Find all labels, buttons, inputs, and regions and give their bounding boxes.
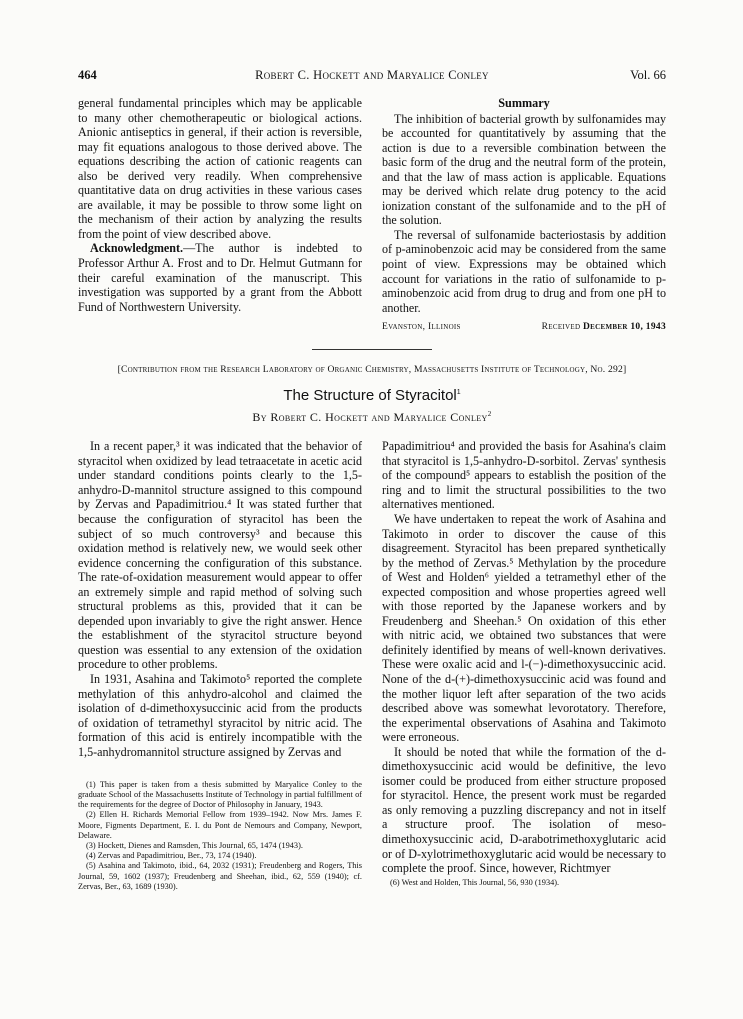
place: Evanston, Illinois <box>382 322 461 333</box>
summary-paragraph-2: The reversal of sulfonamide bacteriostasis by addition of p-aminobenzoic acid may be considered from the same point of view. Expressions may be obtained which account for variations in the ratio of sulfonamide to p-aminobenzoic acid from drug to drug and from one pH to another. <box>382 227 666 315</box>
body-paragraph-4: We have undertaken to repeat the work of Asahina and Takimoto in order to discover the cause of this disagreement. Styracitol has been prepared synthetically by the method of Zervas.⁵ Methylation by the procedure of West and Holden⁶ yielded a tetramethyl ether of the expected composition and whose properties agreed well with those reported by the Japanese workers and by Freudenberg and Sheehan.⁵ On oxidation of this ether with nitric acid, we obtained two substances that were definitely identified by means of well-known derivatives. These were oxalic acid and l-(−)-dimethoxysuccinic acid. None of the d-(+)-dimethoxysuccinic acid was found and the mother liquor left after separation of the two acids described above was somewhat levorotatory. Therefore, the experimental observations of Asahina and Takimoto were erroneous. <box>382 511 666 745</box>
summary-heading: Summary <box>498 96 550 110</box>
body-right-column <box>382 439 666 892</box>
acknowledgment-label: Acknowledgment. <box>90 241 184 256</box>
running-head <box>78 68 666 86</box>
body-paragraph-3: Papadimitriou⁴ and provided the basis for Asahina's claim that styracitol is 1,5-anhydro-D-sorbitol. Zervas' synthesis of the compound⁵ appears to establish the position of the ring and to limit the structural possibilities to the two alternatives mentioned. <box>382 439 666 512</box>
article-body <box>78 439 666 892</box>
byline-text: By Robert C. Hockett and Maryalice Conley <box>252 410 488 425</box>
body-paragraph-2: In 1931, Asahina and Takimoto⁵ reported the complete methylation of this anhydro-alcohol and claimed the isolation of d-dimethoxysuccinic acid from the products of oxidation of tetramethyl styracitol by nitric acid. The formation of this acid is entirely incompatible with the 1,5-anhydromannitol structure assigned by Zervas and <box>78 672 362 759</box>
prev-right-column <box>382 96 666 335</box>
previous-article-end <box>78 96 666 335</box>
body-paragraph-1: In a recent paper,³ it was indicated that the behavior of styracitol when oxidized by lead tetraacetate in acetic acid under standard conditions points clearly to the 1,5-anhydro-D-mannitol structure assigned to this compound by Zervas and Papadimitriou.⁴ It was stated further that because the configuration of styracitol has been the subject of so much controversy³ and because this oxidation method is relatively new, we would seek other evidence concerning the configuration of this substance. The rate-of-oxidation measurement would appear to offer an extremely simple and rapid method of solving such structural problems as this, provided that it can be depended upon invariably to give the right answer. Hence the establishment of the styracitol structure beyond question was essential to any extension of the oxidation procedure to other problems. <box>78 439 362 672</box>
received-date: December 10, 1943 <box>583 322 666 333</box>
footnote-1: (1) This paper is taken from a thesis submitted by Maryalice Conley to the graduate School of the Massachusetts Institute of Technology in partial fulfillment of the requirements for the degree of Doctor of Philosophy in January, 1943. <box>78 779 362 810</box>
summary-paragraph-1: The inhibition of bacterial growth by sulfonamides may be accounted for quantitatively by assuming that the action is due to a reversible combination between the basic form of the drug and the neutral form of the protein, and that the law of mass action is applicable. Equations may be derived which relate drug potency to the acid ionization constant of the sulfonamide and to the pH of the solution. <box>382 111 666 228</box>
acknowledgment <box>78 241 362 314</box>
acknowledgment-text: —The author is indebted to Professor Arthur A. Frost and to Dr. Helmut Gutmann for their careful examination of the manuscript. This investigation was supported by a grant from the Abbott Fund of Northwestern University. <box>78 241 362 314</box>
received-label: Received <box>541 322 584 333</box>
running-head-authors: Robert C. Hockett and Maryalice Conley <box>255 68 489 82</box>
contribution-line: [Contribution from the Research Laboratory of Organic Chemistry, Massachusetts Institute of Technology, No. 292] <box>117 363 627 375</box>
byline <box>78 410 666 425</box>
received <box>542 320 666 335</box>
body-left-column <box>78 439 362 892</box>
footnotes <box>78 780 362 892</box>
received-line <box>382 320 666 335</box>
section-divider <box>312 349 432 350</box>
footnote-2: (2) Ellen H. Richards Memorial Fellow from 1939–1942. Now Mrs. James F. Moore, Figments Department, E. I. du Pont de Nemours and Company, Newport, Delaware. <box>78 810 362 840</box>
volume-label: Vol. 66 <box>630 68 666 82</box>
footnote-rule <box>78 760 362 770</box>
page-number: 464 <box>78 68 97 82</box>
article-title-text: The Structure of Styracitol <box>283 387 457 405</box>
journal-page <box>78 68 666 892</box>
title-footnote-mark: 1 <box>456 389 461 397</box>
body-paragraph-5: It should be noted that while the formation of the d-dimethoxysuccinic acid would be definitive, the levo isomer could be produced from either structure proposed for styracitol. Hence, the present work must be regarded as only removing a puzzling discrepancy and not in itself a structure proof. The isolation of meso-dimethoxysuccinic acid, D-arabotrimethoxyglutaric acid or of D-xylotrimethoxyglutaric acid would be necessary to complete the proof. Since, however, Richtmyer <box>382 744 666 876</box>
footnote-3: (3) Hockett, Dienes and Ramsden, This Journal, 65, 1474 (1943). <box>86 841 303 851</box>
footnote-4: (4) Zervas and Papadimitriou, Ber., 73, 174 (1940). <box>86 851 257 861</box>
footnote-6: (6) West and Holden, This Journal, 56, 930 (1934). <box>390 877 560 887</box>
prev-left-column <box>78 96 362 335</box>
article-title <box>78 387 666 404</box>
footnote-5: (5) Asahina and Takimoto, ibid., 64, 2032 (1931); Freudenberg and Rogers, This Journal, 59, 1602 (1937); Freudenberg and Sheehan, ibid., 62, 559 (1940); cf. Zervas, Ber., 63, 1689 (1930). <box>78 861 362 891</box>
prev-paragraph: general fundamental principles which may be applicable to many other chemotherapeutic or biological actions. Anionic antiseptics in general, if their action is reversible, may fit equations analogous to those derived above. The equations describing the action of cationic reagents can also be derived very readily. When comprehensive quantitative data on drug activities in these various cases are available, it may be possible to throw some light on the mechanism of their action by analyzing the results from the point of view described above. <box>78 96 362 241</box>
byline-footnote-mark: 2 <box>487 410 492 419</box>
